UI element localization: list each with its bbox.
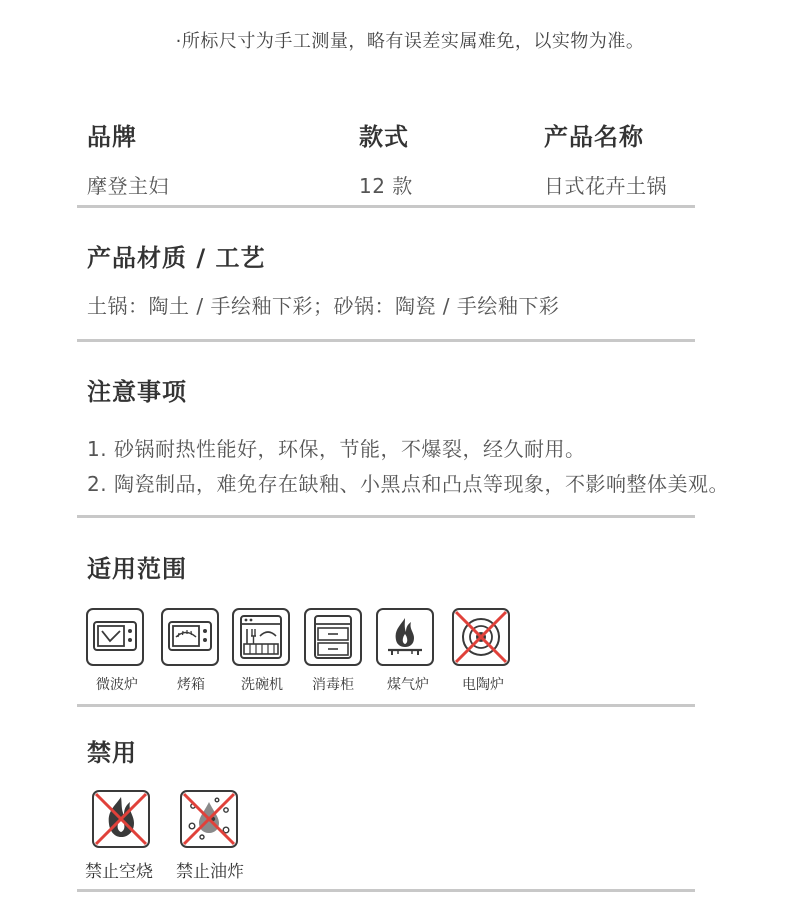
usage-label: 煤气炉 [387, 677, 429, 693]
no-dry-burn-icon [92, 790, 150, 848]
forbidden-label: 禁止空烧 [85, 862, 153, 882]
divider [77, 889, 695, 892]
notice-title: 注意事项 [87, 378, 187, 406]
brand-value: 摩登主妇 [87, 174, 169, 198]
material-value: 土锅：陶土 / 手绘釉下彩；砂锅：陶瓷 / 手绘釉下彩 [87, 294, 560, 318]
microwave-icon [86, 608, 144, 666]
usage-label: 消毒柜 [312, 677, 354, 693]
style-label: 款式 [359, 123, 409, 151]
usage-label: 洗碗机 [241, 677, 283, 693]
brand-label: 品牌 [87, 123, 137, 151]
usage-label: 微波炉 [96, 677, 138, 693]
measurement-note: ·所标尺寸为手工测量，略有误差实属难免，以实物为准。 [175, 31, 645, 52]
material-title: 产品材质 / 工艺 [87, 244, 266, 272]
dishwasher-icon [232, 608, 290, 666]
style-value: 12 款 [359, 174, 413, 198]
divider [77, 205, 695, 208]
no-deep-fry-icon [180, 790, 238, 848]
divider [77, 339, 695, 342]
forbidden-title: 禁用 [87, 739, 137, 767]
divider [77, 515, 695, 518]
sterilizer-icon [304, 608, 362, 666]
usage-label: 电陶炉 [462, 677, 504, 693]
notice-item: 2. 陶瓷制品，难免存在缺釉、小黑点和凸点等现象，不影响整体美观。 [87, 472, 729, 496]
product-name-value: 日式花卉土锅 [544, 174, 667, 198]
gas-stove-icon [376, 608, 434, 666]
oven-icon [161, 608, 219, 666]
usage-label: 烤箱 [177, 677, 205, 693]
usage-title: 适用范围 [87, 555, 187, 583]
electric-ceramic-stove-icon [452, 608, 510, 666]
product-name-label: 产品名称 [544, 123, 644, 151]
divider [77, 704, 695, 707]
forbidden-label: 禁止油炸 [176, 862, 244, 882]
notice-item: 1. 砂锅耐热性能好，环保，节能，不爆裂，经久耐用。 [87, 437, 586, 461]
